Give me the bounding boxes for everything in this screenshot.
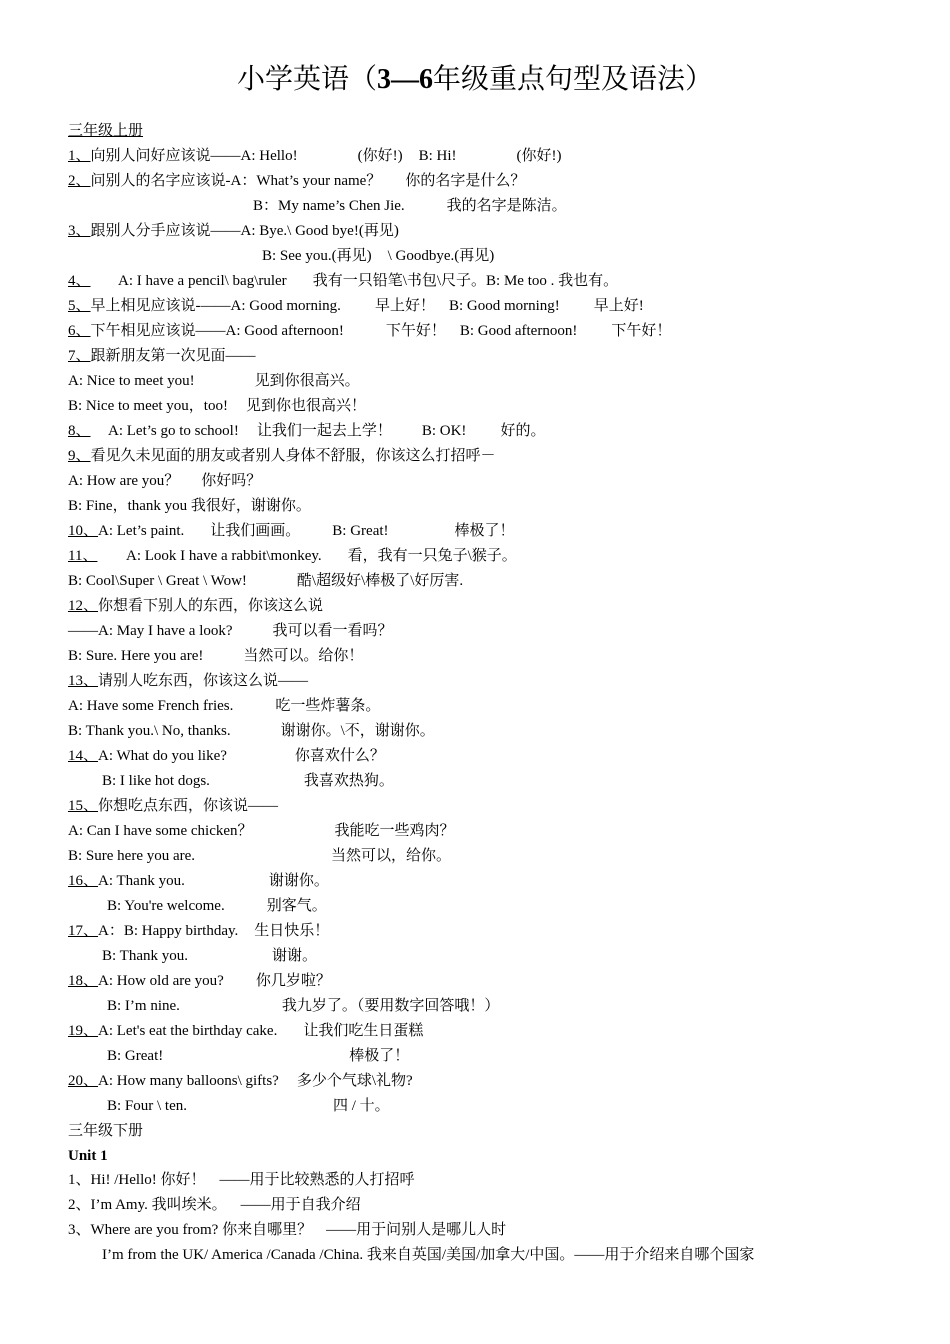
list-item: 3、跟别人分手应该说——A: Bye.\ Good bye!(再见) [68,223,399,239]
list-item: 12、你想看下别人的东西，你该这么说 [68,598,324,614]
list-item: B: Four \ ten. 四 / 十。 [107,1098,390,1114]
unit-list-item: I’m from the UK/ America /Canada /China. 我来自英国/美国/加拿大/中国。——用于介绍来自哪个国家 [102,1247,755,1263]
list-item: A: How are you？ 你好吗？ [68,473,262,489]
list-item: 15、你想吃点东西，你该说—— [68,798,279,814]
list-item: 9、看见久未见面的朋友或者别人身体不舒服，你该这么打招呼－ [68,448,496,464]
unit-list-item: 3、Where are you from? 你来自哪里？ ——用于问别人是哪儿人时 [68,1222,507,1238]
list-item: 19、A: Let's eat the birthday cake. 让我们吃生日蛋糕 [68,1023,424,1039]
unit-heading: Unit 1 [68,1148,108,1164]
title-part2: 年级重点句型及语法） [433,64,714,95]
list-item: 4、 A: I have a pencil\ bag\ruler 我有一只铅笔\书包\尺子。B: Me too . 我也有。 [68,273,619,289]
title-grade-range: 3—6 [377,64,433,95]
list-item: B: Sure here you are. 当然可以，给你。 [68,848,452,864]
list-item: 18、A: How old are you? 你几岁啦？ [68,973,331,989]
list-item: B：My name’s Chen Jie. 我的名字是陈洁。 [253,198,567,214]
list-item: B: Nice to meet you，too! 见到你也很高兴！ [68,398,366,414]
list-item: B: I like hot dogs. 我喜欢热狗。 [102,773,394,789]
list-item: B: See you.(再见) \ Goodbye.(再见) [262,248,495,264]
unit-list-item: 2、I’m Amy. 我叫埃米。 ——用于自我介绍 [68,1197,361,1213]
list-item: 10、A: Let’s paint. 让我们画画。 B: Great! 棒极了！ [68,523,515,539]
list-item: B: I’m nine. 我九岁了。（要用数字回答哦！） [107,998,500,1014]
list-item: ——A: May I have a look? 我可以看一看吗？ [68,623,393,639]
list-item: A: Nice to meet you! 见到你很高兴。 [68,373,360,389]
list-item: 16、A: Thank you. 谢谢你。 [68,873,329,889]
list-item: 6、下午相见应该说——A: Good afternoon! 下午好！ B: Good afternoon! 下午好！ [68,323,672,339]
list-item: 7、跟新朋友第一次见面—— [68,348,256,364]
list-item: 14、A: What do you like? 你喜欢什么？ [68,748,385,764]
list-item: B: You're welcome. 别客气。 [107,898,327,914]
list-item: 5、早上相见应该说-——A: Good morning. 早上好！ B: Good morning! 早上好! [68,298,644,314]
list-item: 17、A：B: Happy birthday. 生日快乐！ [68,923,330,939]
list-item: A: Can I have some chicken？ 我能吃一些鸡肉？ [68,823,455,839]
title-part1: 小学英语（ [236,64,377,95]
list-item: 2、问别人的名字应该说-A：What’s your name？ 你的名字是什么？ [68,173,526,189]
page-title [0,60,950,100]
list-item: 8、 A: Let’s go to school! 让我们一起去上学！ B: OK! 好的。 [68,423,546,439]
list-item: 20、A: How many balloons\ gifts? 多少个气球\礼物? [68,1073,413,1089]
list-item: 1、向别人问好应该说——A: Hello! (你好!) B: Hi! (你好!) [68,148,562,164]
list-item: B: Sure. Here you are! 当然可以。给你！ [68,648,364,664]
section-heading-grade3-vol1: 三年级上册 [68,123,144,139]
list-item: B: Thank you.\ No, thanks. 谢谢你。\不，谢谢你。 [68,723,435,739]
unit-list-item: 1、Hi! /Hello! 你好！ ——用于比较熟悉的人打招呼 [68,1172,415,1188]
list-item: 13、请别人吃东西，你该这么说—— [68,673,309,689]
list-item: B: Cool\Super \ Great \ Wow! 酷\超级好\棒极了\好厉害. [68,573,464,589]
list-item: B: Thank you. 谢谢。 [102,948,317,964]
list-item: A: Have some French fries. 吃一些炸薯条。 [68,698,381,714]
list-item: B: Great! 棒极了！ [107,1048,410,1064]
section-heading-grade3-vol2: 三年级下册 [68,1123,144,1139]
list-item: B: Fine，thank you 我很好，谢谢你。 [68,498,311,514]
list-item: 11、 A: Look I have a rabbit\monkey. 看，我有一只兔子\猴子。 [68,548,517,564]
